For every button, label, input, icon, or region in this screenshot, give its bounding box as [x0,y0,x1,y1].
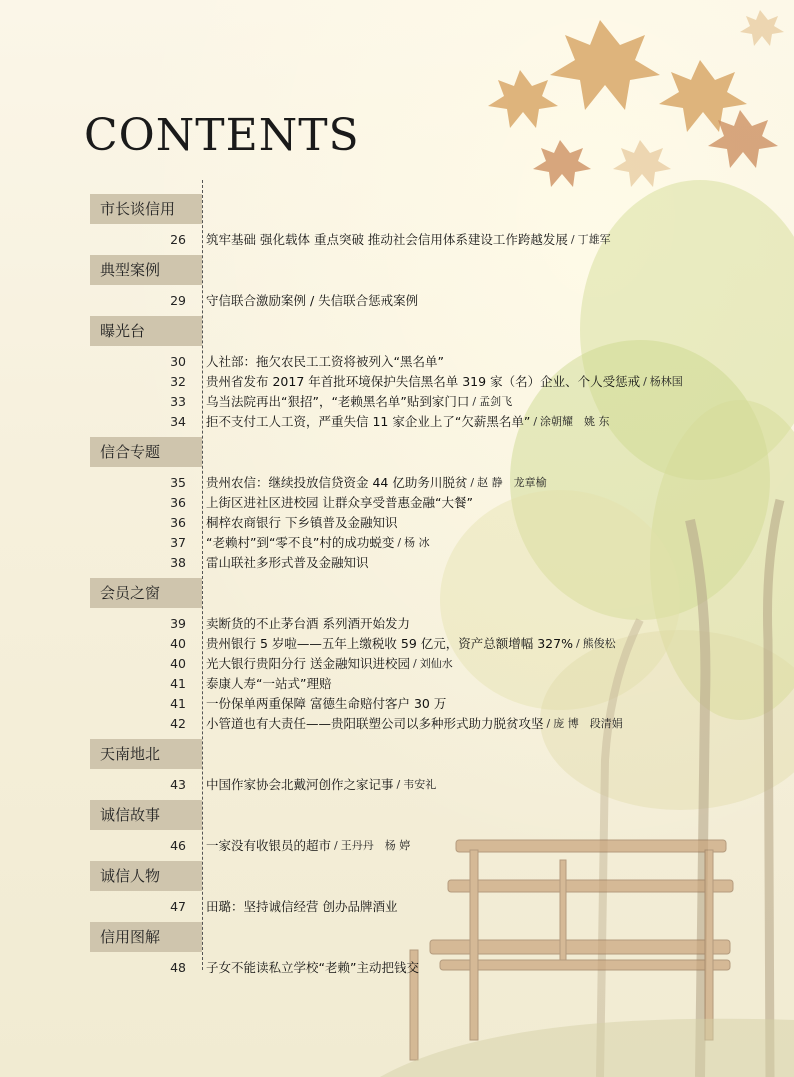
toc-entry[interactable] [0,472,794,492]
toc-entry[interactable] [0,835,794,855]
contents-title: CONTENTS [84,110,360,161]
article-title: 拒不支付工人工资，严重失信 11 家企业上了“欠薪黑名单” [206,414,531,429]
author-name: 熊俊松 [582,637,616,650]
author-separator: / [396,777,401,791]
section-heading: 信用图解 [90,922,202,952]
toc-entry[interactable] [0,351,794,371]
toc-entry[interactable] [0,693,794,713]
article-title: “老赖村”到“零不良”村的成功蜕变 [206,535,395,550]
author-separator: / [643,374,647,388]
author-name: 涂朝耀 姚 东 [540,415,610,428]
section-heading: 会员之窗 [90,578,202,608]
toc-entry[interactable] [0,371,794,391]
toc-entry[interactable] [0,512,794,532]
toc-section [0,316,794,431]
page-number: 40 [170,655,186,671]
article-title: 守信联合激励案例 / 失信联合惩戒案例 [206,293,419,308]
toc-section [0,922,794,977]
toc-entry[interactable] [0,613,794,633]
section-heading: 典型案例 [90,255,202,285]
article-title: 泰康人寿“一站式”理赔 [206,676,332,691]
toc-entry[interactable] [0,896,794,916]
toc-entry[interactable] [0,774,794,794]
toc-section [0,578,794,733]
article-title: 上街区进社区进校园 让群众享受普惠金融“大餐” [206,495,473,510]
article-title: 人社部：拖欠农民工工资将被列入“黑名单” [206,354,444,369]
article-title: 一份保单两重保障 富德生命赔付客户 30 万 [206,696,447,711]
author-name: 丁雄军 [577,233,611,246]
page-number: 41 [170,695,186,711]
page-number: 36 [170,494,186,510]
page-number: 47 [170,898,186,914]
article-title: 田璐：坚持诚信经营 创办品牌酒业 [206,899,398,914]
article-title: 中国作家协会北戴河创作之家记事 [206,777,394,792]
page-number: 40 [170,635,186,651]
page-number: 30 [170,353,186,369]
toc-entry[interactable] [0,713,794,733]
page-number: 36 [170,514,186,530]
author-name: 杨 冰 [404,536,430,549]
author-separator: / [412,656,417,670]
toc-entry[interactable] [0,229,794,249]
page-number: 46 [170,837,186,853]
toc-entry[interactable] [0,653,794,673]
page-number: 41 [170,675,186,691]
author-separator: / [334,838,338,852]
author-name: 庞 博 段清娟 [553,717,623,730]
page-number: 38 [170,554,186,570]
page-number: 29 [170,292,186,308]
section-heading: 诚信故事 [90,800,202,830]
article-title: 卖断货的不止茅台酒 系列酒开始发力 [206,616,410,631]
toc-section [0,255,794,310]
author-name: 杨林国 [649,375,683,388]
author-separator: / [472,394,477,408]
section-heading: 信合专题 [90,437,202,467]
page-number: 37 [170,534,186,550]
article-title: 桐梓农商银行 下乡镇普及金融知识 [206,515,398,530]
author-separator: / [546,716,551,730]
toc-section [0,861,794,916]
article-title: 雷山联社多形式普及金融知识 [206,555,369,570]
article-title: 贵州银行 5 岁啦——五年上缴税收 59 亿元，资产总额增幅 327% [206,636,573,651]
page-number: 33 [170,393,186,409]
article-title: 乌当法院再出“狠招”，“老赖黑名单”贴到家门口 [206,394,470,409]
section-heading: 天南地北 [90,739,202,769]
toc-entry[interactable] [0,532,794,552]
toc-entry[interactable] [0,633,794,653]
article-title: 贵州农信：继续投放信贷资金 44 亿助务川脱贫 [206,475,468,490]
toc-section [0,437,794,572]
page-number: 39 [170,615,186,631]
author-separator: / [533,414,538,428]
toc-section [0,194,794,249]
page-number: 34 [170,413,186,429]
author-name: 赵 静 龙章榆 [477,476,547,489]
author-name: 孟剑飞 [479,395,513,408]
page-number: 48 [170,959,186,975]
page-number: 35 [170,474,186,490]
author-name: 韦安礼 [403,778,437,791]
author-separator: / [470,475,475,489]
toc-entry[interactable] [0,492,794,512]
author-separator: / [570,232,575,246]
toc-entry[interactable] [0,290,794,310]
toc-entry[interactable] [0,552,794,572]
toc-section [0,800,794,855]
author-name: 刘仙水 [419,657,453,670]
toc-entry[interactable] [0,957,794,977]
section-heading: 诚信人物 [90,861,202,891]
article-title: 一家没有收银员的超市 [206,838,332,853]
author-name: 王丹丹 杨 婷 [340,839,411,852]
page-number: 32 [170,373,186,389]
toc-entry[interactable] [0,673,794,693]
author-separator: / [397,535,402,549]
section-heading: 曝光台 [90,316,202,346]
section-heading: 市长谈信用 [90,194,202,224]
toc-entry[interactable] [0,391,794,411]
toc-section [0,739,794,794]
article-title: 贵州省发布 2017 年首批环境保护失信黑名单 319 家（名）企业、个人受惩戒 [206,374,641,389]
page-number: 43 [170,776,186,792]
page-number: 42 [170,715,186,731]
article-title: 小管道也有大责任——贵阳联塑公司以多种形式助力脱贫攻坚 [206,716,544,731]
article-title: 筑牢基础 强化载体 重点突破 推动社会信用体系建设工作跨越发展 [206,232,568,247]
table-of-contents [0,194,794,983]
toc-entry[interactable] [0,411,794,431]
article-title: 光大银行贵阳分行 送金融知识进校园 [206,656,410,671]
article-title: 子女不能读私立学校“老赖”主动把钱交 [206,960,419,975]
page-number: 26 [170,231,186,247]
author-separator: / [575,636,580,650]
